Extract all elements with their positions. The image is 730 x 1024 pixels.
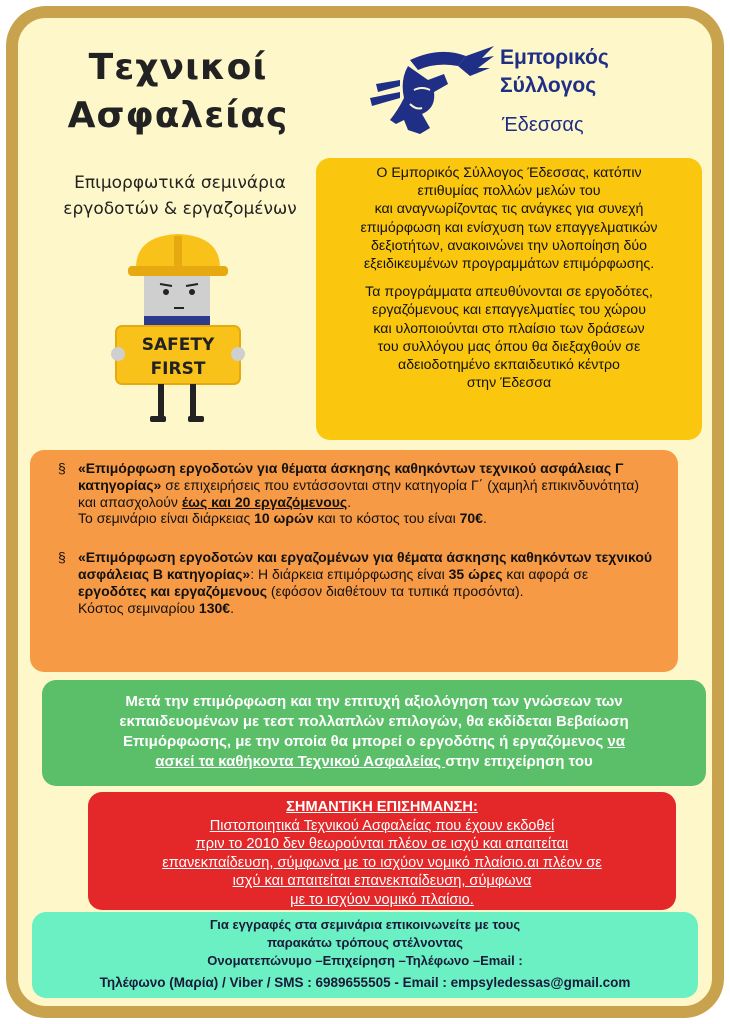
intro-line: δεξιοτήτων, ανακοινώνει την υλοποίηση δύο [370, 237, 648, 254]
intro-line: επιμόρφωση και ενίσχυση των επαγγελματικών [360, 219, 658, 236]
bullet-icon: § [58, 460, 66, 476]
logo-name-line-2: Σύλλογος [500, 74, 597, 97]
program-c-cost-end: . [482, 510, 487, 527]
intro-line: επιθυμίας πολλών μελών του [417, 183, 601, 200]
subtitle-line-2: εργοδοτών & εργαζομένων [63, 199, 297, 219]
contact-box [32, 912, 698, 998]
logo-name [500, 44, 609, 100]
contact-line: Για εγγραφές στα σεμινάρια επικοινωνείτε με τους [209, 917, 521, 932]
certificate-line: Μετά την επιμόρφωση και την επιτυχή αξιολόγηση των γνώσεων των [125, 693, 623, 710]
intro-line: του συλλόγου μας όπου θα διεξαχθούν σε [377, 338, 641, 355]
intro-line: και υλοποιούνται στο πλαίσιο των δράσεων [373, 320, 645, 337]
title-line-2: Ασφαλείας [67, 95, 289, 136]
intro-line: εργαζόμενους και επαγγελματίες του χώρου [372, 302, 646, 319]
intro-paragraph-2 [326, 283, 692, 392]
logo-name-line-1: Εμπορικός [500, 46, 609, 69]
intro-line: Τα προγράμματα απευθύνονται σε εργοδότες, [365, 284, 653, 301]
programs-box [30, 450, 678, 672]
bullet-icon: § [58, 549, 66, 566]
program-item-b [58, 549, 658, 616]
notice-line: πριν το 2010 δεν θεωρούνται πλέον σε ισχύ και απαιτείται [195, 836, 569, 852]
sign-text-safety: SAFETY [141, 335, 215, 355]
certificate-line: Επιμόρφωσης, με την οποία θα μπορεί ο εργοδότης ή εργαζόμενος [122, 733, 608, 750]
certificate-underlined: να [607, 733, 625, 750]
program-c-title: «Επιμόρφωση εργοδοτών για θέματα άσκησης καθηκόντων τεχνικού ασφάλειας Γ κατηγορίας» [78, 460, 624, 493]
intro-line: αδειοδοτημένο εκπαιδευτικό κέντρο [398, 357, 620, 374]
program-c-duration-label: Το σεμινάριο είναι διάρκειας [78, 510, 255, 527]
program-b-cost-label: Κόστος σεμιναρίου [78, 599, 199, 616]
notice-line: επανεκπαίδευση, σύμφωνα με το ισχύον νομικό πλαίσιο.αι πλέον σε [162, 854, 602, 871]
intro-line: εξειδικευμένων προγραμμάτων επιμόρφωσης. [363, 256, 655, 273]
subtitle [40, 170, 320, 222]
subtitle-line-1: Επιμορφωτικά σεμινάρια [74, 173, 286, 193]
page-title [58, 44, 298, 140]
notice-box [88, 792, 676, 910]
title-line-1: Τεχνικοί [88, 47, 268, 88]
contact-details: Τηλέφωνο (Μαρία) / Viber / SMS : 6989655505 - Email : empsyledessas@gmail.com [99, 975, 631, 990]
intro-line: στην Έδεσσα [466, 375, 552, 392]
notice-line: ισχύ και απαιτείται επανεκπαίδευση, σύμφωνα [232, 873, 532, 889]
program-b-audience: εργοδότες και εργαζόμενους [78, 582, 267, 599]
program-c-duration: 10 ωρών [254, 510, 314, 527]
program-b-title: «Επιμόρφωση εργοδοτών και εργαζομένων για θέματα άσκησης καθηκόντων τεχνικού ασφάλειας Β κατηγορίας» [78, 549, 653, 582]
certificate-box [42, 680, 706, 786]
notice-line: με το ισχύον νομικό πλαίσιο. [290, 891, 474, 908]
program-c-employees: έως και 20 εργαζόμενους [181, 493, 348, 510]
program-b-duration: 35 ώρες [448, 565, 503, 582]
notice-line: Πιστοποιητικά Τεχνικού Ασφαλείας που έχουν εκδοθεί [209, 817, 555, 834]
intro-paragraph-1 [326, 164, 692, 273]
program-c-cost: 70€ [459, 510, 483, 527]
certificate-line: εκπαιδευομένων με τεστ πολλαπλών επιλογών, θα εκδίδεται Βεβαίωση [119, 713, 629, 730]
intro-box [316, 158, 702, 440]
program-b-text-2: και αφορά σε [502, 565, 589, 582]
construction-worker-icon [108, 228, 248, 428]
logo-city: Έδεσσας [502, 114, 584, 136]
intro-line: Ο Εμπορικός Σύλλογος Έδεσσας, κατόπιν [376, 165, 642, 181]
sign-text-first: FIRST [150, 359, 206, 379]
contact-line: Ονοματεπώνυμο –Επιχείρηση –Τηλέφωνο –Email : [207, 953, 523, 968]
contact-line: παρακάτω τρόπους στέλνοντας [267, 935, 463, 950]
intro-line: και αναγνωρίζοντας τις ανάγκες για συνεχή [374, 201, 644, 218]
program-c-text-end: . [347, 493, 352, 510]
program-c-text: σε επιχειρήσεις που εντάσσονται στην κατηγορία Γ΄ (χαμηλή επικινδυνότητα) και απασχολούν [78, 476, 640, 510]
program-b-text-3: (εφόσον διαθέτουν τα τυπικά προσόντα). [266, 582, 524, 599]
program-c-cost-label: και το κόστος του είναι [313, 510, 460, 527]
hermes-head-icon [370, 40, 495, 140]
program-item-c [58, 460, 658, 527]
program-b-cost-end: . [230, 599, 234, 616]
certificate-tail: στην επιχείρηση του [445, 753, 593, 770]
program-b-text: : Η διάρκεια επιμόρφωσης είναι [250, 565, 449, 582]
program-b-cost: 130€ [198, 599, 231, 616]
notice-heading: ΣΗΜΑΝΤΙΚΗ ΕΠΙΣΗΜΑΝΣΗ: [286, 799, 478, 815]
certificate-underlined: ασκεί τα καθήκοντα Τεχνικού Ασφαλείας [155, 753, 446, 770]
